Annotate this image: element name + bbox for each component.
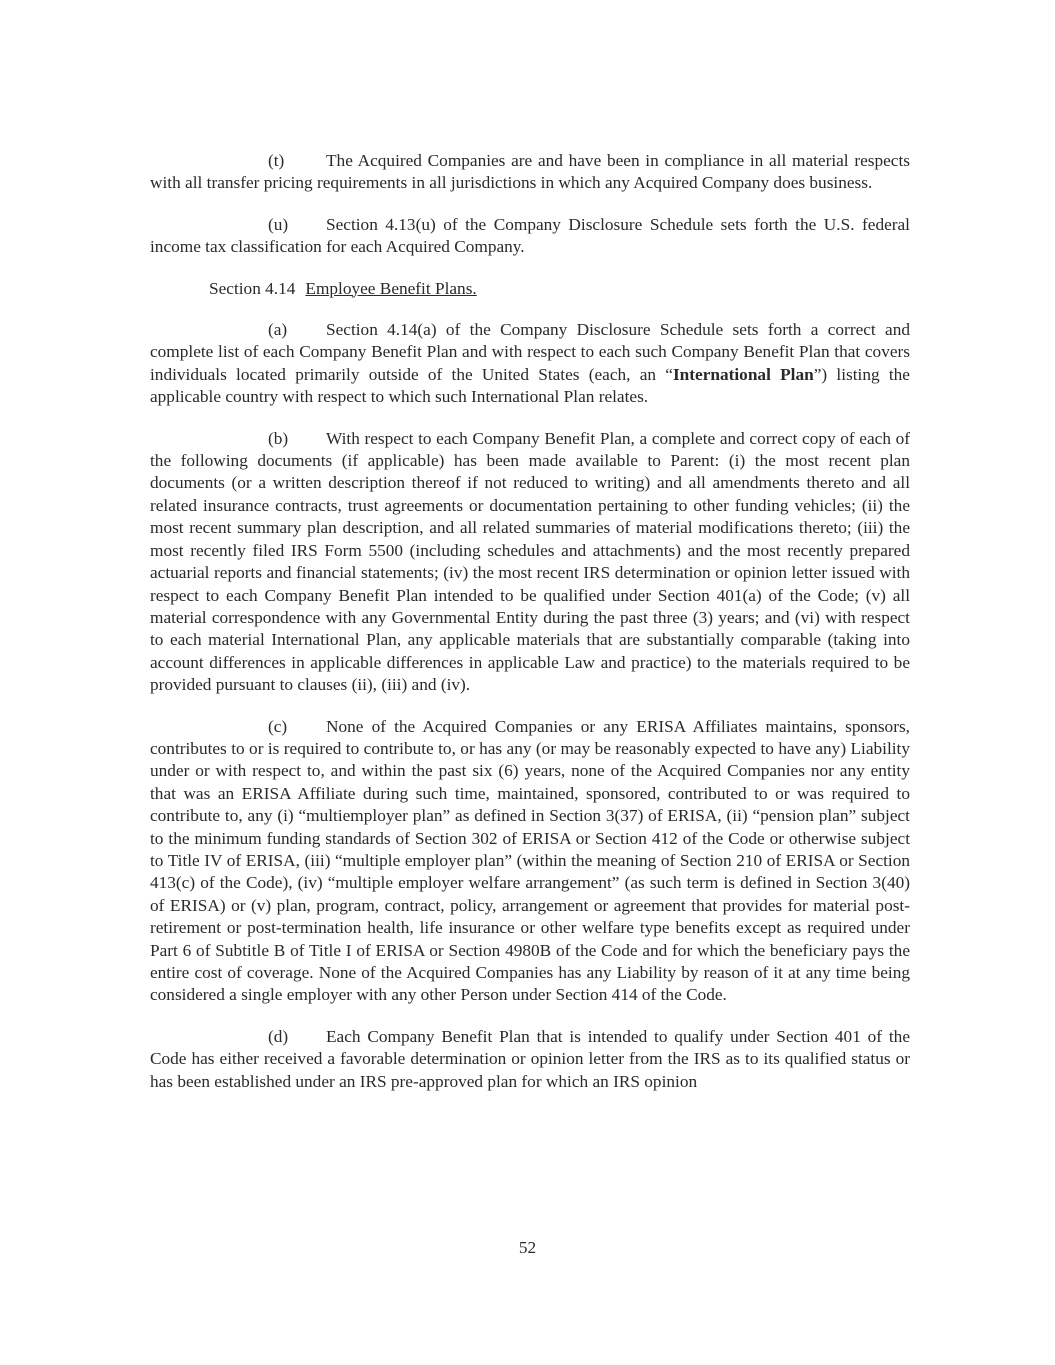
paragraph-label: (d) — [268, 1026, 289, 1046]
paragraph-d — [150, 1026, 910, 1093]
section-number: Section 4.14 — [209, 278, 296, 298]
paragraph-text: With respect to each Company Benefit Plan, a complete and correct copy of each of the following documents (if applicable) has been made available to Parent: (i) the most recent plan documents (or a written description thereof if not reduced to writing) and all amendments thereto and all related insurance contracts, trust agreements or documentation pertaining to other funding vehicles; (ii) the most recent summary plan description, and all related summaries of material modifications thereto; (iii) the most recently filed IRS Form 5500 (including schedules and attachments) and the most recently prepared actuarial reports and financial statements; (iv) the most recent IRS determination or opinion letter issued with respect to each Company Benefit Plan intended to be qualified under Section 401(a) of the Code; (v) all material correspondence with any Governmental Entity during the past three (3) years; and (vi) with respect to each material International Plan, any applicable materials that are substantially comparable (taking into account differences in applicable differences in applicable Law and practice) to the materials required to be provided pursuant to clauses (ii), (iii) and (iv). — [150, 428, 910, 695]
paragraph-b — [150, 428, 910, 697]
defined-term: International Plan — [672, 364, 814, 384]
paragraph-text: Section 4.13(u) of the Company Disclosure Schedule sets forth the U.S. federal income tax classification for each Acquired Company. — [150, 214, 910, 257]
paragraph-text: None of the Acquired Companies or any ERISA Affiliates maintains, sponsors, contributes to or is required to contribute to, or has any (or may be reasonably expected to have any) Liability under or with respect to, and within the past six (6) years, none of the Acquired Companies nor any entity that was an ERISA Affiliate during such time, maintained, sponsored, contributed to or was required to contribute to, any (i) “multiemployer plan” as defined in Section 3(37) of ERISA, (ii) “pension plan” subject to the minimum funding standards of Section 302 of ERISA or Section 412 of the Code or otherwise subject to Title IV of ERISA, (iii) “multiple employer plan” (within the meaning of Section 210 of ERISA or Section 413(c) of the Code), (iv) “multiple employer welfare arrangement” (as such term is defined in Section 3(40) of ERISA) or (v) plan, program, contract, policy, arrangement or agreement that provides for material post-retirement or post-termination health, life insurance or other welfare type benefits except as required under Part 6 of Subtitle B of Title I of ERISA or Section 4980B of the Code and for which the beneficiary pays the entire cost of coverage. None of the Acquired Companies has any Liability by reason of it at any time being considered a single employer with any other Person under Section 414 of the Code. — [150, 716, 910, 1005]
paragraph-label: (a) — [268, 320, 288, 340]
paragraph-u — [150, 214, 910, 259]
paragraph-c — [150, 716, 910, 1007]
paragraph-label: (b) — [268, 428, 289, 448]
paragraph-label: (t) — [268, 151, 285, 170]
page-body — [150, 150, 910, 1112]
paragraph-a — [150, 319, 910, 409]
section-heading — [150, 278, 910, 300]
paragraph-text-continued: ”) listing the applicable country with respect to which such International Plan relates. — [150, 364, 910, 407]
paragraph-text: Section 4.14(a) of the Company Disclosure Schedule sets forth a correct and complete list of each Company Benefit Plan and with respect to each such Company Benefit Plan that covers individuals located primarily outside of the United States (each, an “ — [150, 320, 910, 384]
paragraph-text: The Acquired Companies are and have been in compliance in all material respects with all transfer pricing requirements in all jurisdictions in which any Acquired Company does business. — [150, 151, 910, 193]
section-title: Employee Benefit Plans. — [305, 278, 477, 298]
paragraph-t — [150, 150, 910, 195]
paragraph-label: (c) — [268, 716, 288, 736]
page-number: 52 — [518, 1238, 537, 1257]
paragraph-label: (u) — [268, 214, 289, 234]
paragraph-text: Each Company Benefit Plan that is intended to qualify under Section 401 of the Code has either received a favorable determination or opinion letter from the IRS as to its qualified status or has been established under an IRS pre-approved plan for which an IRS opinion — [150, 1026, 910, 1091]
